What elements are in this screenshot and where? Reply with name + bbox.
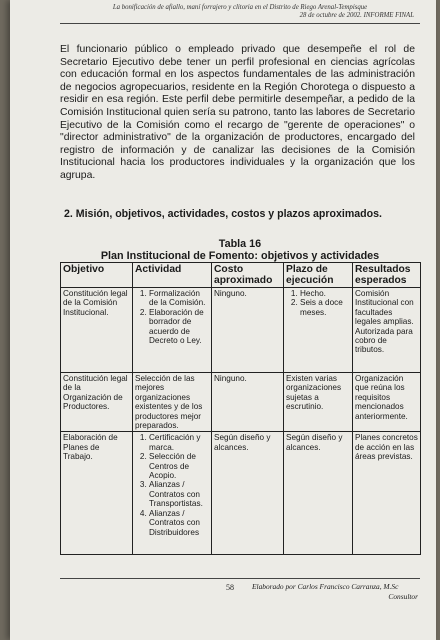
- cell-resultados: Organización que reúna los requisitos mencionados anteriormente.: [353, 373, 421, 432]
- section-heading: 2. Misión, objetivos, actividades, costos y plazos aproximados.: [64, 208, 382, 220]
- cell-costo: Ninguno.: [212, 288, 284, 373]
- cell-objetivo: Constitución legal de la Comisión Institucional.: [61, 288, 133, 373]
- cell-plazo: Según diseño y alcances.: [284, 432, 353, 555]
- cell-actividad: [133, 288, 212, 373]
- table-row: [61, 288, 421, 373]
- cell-objetivo: Constitución legal de la Organización de Productores.: [61, 373, 133, 432]
- footer-rule: [60, 578, 420, 579]
- objectives-table: [60, 262, 421, 555]
- cell-resultados: Comisión Institucional con facultades legales amplias. Autorizada para cobro de tributos.: [353, 288, 421, 373]
- author-credit: [252, 582, 424, 602]
- author-line-1: Elaborado por Carlos Francisco Carranza, M.Sc: [252, 582, 399, 591]
- header-costo: Costo aproximado: [212, 263, 284, 288]
- header-rule: [60, 23, 420, 24]
- table-row: [61, 373, 421, 432]
- list-item: 1. Certificación y marca.: [149, 433, 209, 452]
- author-line-2: Consultor: [388, 592, 418, 601]
- intro-paragraph: El funcionario público o empleado privado que desempeñe el rol de Secretario Ejecutivo debe tener un perfil profesional en ciencias agrícolas con educación formal en los aspectos fundamentales de las administración de negocios agropecuarios, residente en la Región Chorotega o dispuesto a residir en esa región. Este perfil debe permitirle desempeñar, a pedido de la Comisión Institucional quien sería su patrono, tanto las labores de Secretario Ejecutivo de la Comisión como el recargo de "gerente de operaciones" o "director administrativo" de la organización de productores, encargado del registro de información y de canalizar las decisiones de la Comisión Institucional hacia los productores individuales y la organización que los agrupa.: [60, 44, 415, 181]
- table-title: Tabla 16: [218, 238, 262, 250]
- header-plazo: Plazo de ejecución: [284, 263, 353, 288]
- header-line-2: 28 de octubre de 2002. INFORME FINAL: [299, 12, 414, 19]
- cell-actividad: Selección de las mejores organizaciones existentes y de los productores mejor preparados.: [133, 373, 212, 432]
- cell-resultados: Planes concretos de acción en las áreas previstas.: [353, 432, 421, 555]
- header-line-1: La bonificación de afiallo, maní forrajero y clitoria en el Distrito de Riego Arenal-Tempisque: [112, 4, 368, 11]
- cell-costo: Según diseño y alcances.: [212, 432, 284, 555]
- table-row: [61, 432, 421, 555]
- cell-costo: Ninguno.: [212, 373, 284, 432]
- list-item: 2. Elaboración de borrador de acuerdo de Decreto o Ley.: [149, 308, 209, 346]
- table-subtitle: Plan Institucional de Fomento: objetivos y actividades: [100, 250, 380, 262]
- running-header: [60, 4, 420, 20]
- list-item: 1. Hecho.: [300, 289, 350, 298]
- cell-plazo: [284, 288, 353, 373]
- list-item: 4. Alianzas / Contratos con Distribuidores: [149, 509, 209, 537]
- list-item: 2. Seis a doce meses.: [300, 298, 350, 317]
- list-item: 3. Alianzas / Contratos con Transportistas.: [149, 480, 209, 508]
- cell-plazo: Existen varias organizaciones sujetas a escrutinio.: [284, 373, 353, 432]
- list-item: 2. Selección de Centros de Acopio.: [149, 452, 209, 480]
- cell-actividad: [133, 432, 212, 555]
- page-number: 58: [226, 583, 234, 592]
- header-actividad: Actividad: [133, 263, 212, 288]
- cell-objetivo: Elaboración de Planes de Trabajo.: [61, 432, 133, 555]
- header-objetivo: Objetivo: [61, 263, 133, 288]
- header-resultados: Resultados esperados: [353, 263, 421, 288]
- table-header-row: [61, 263, 421, 288]
- list-item: 1. Formalización de la Comisión.: [149, 289, 209, 308]
